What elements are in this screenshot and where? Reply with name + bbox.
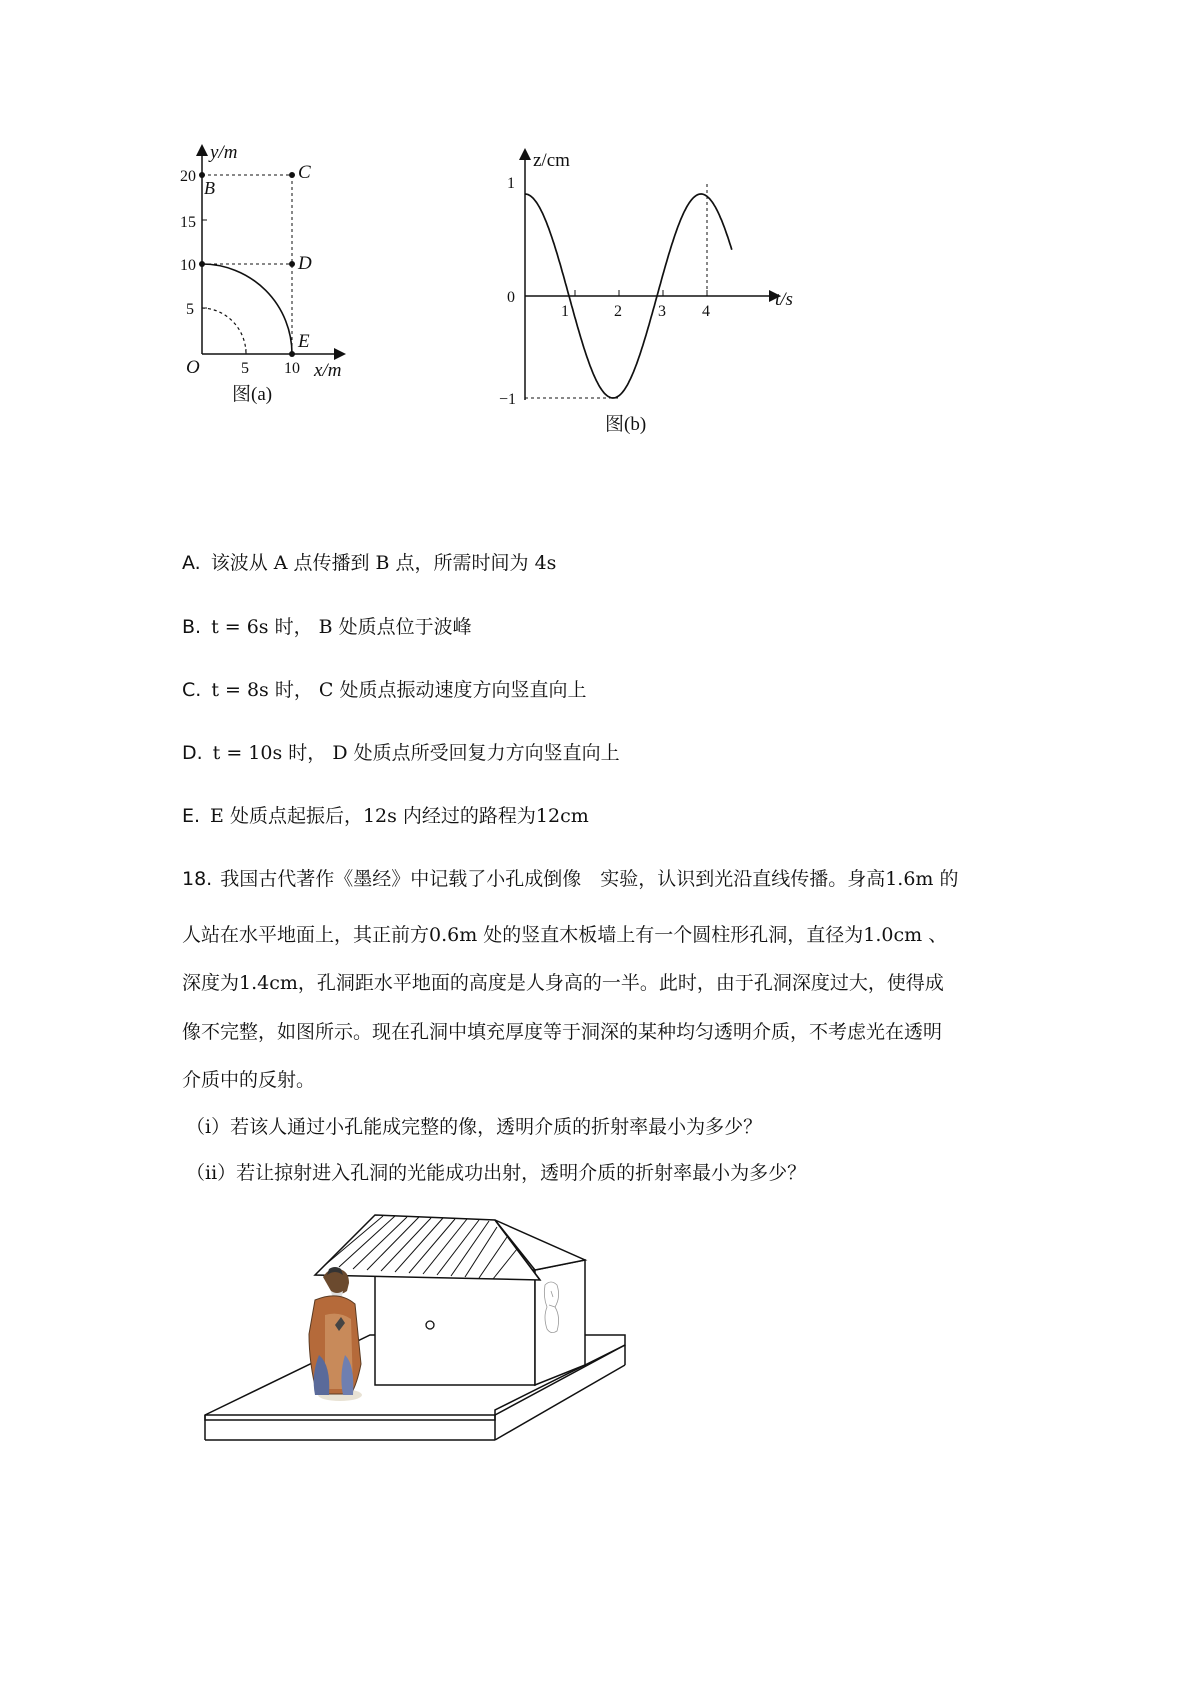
question-18-line-2 xyxy=(182,920,947,947)
sub-question-i xyxy=(186,1112,762,1139)
question-18-line-4 xyxy=(182,1017,942,1044)
figure-b xyxy=(455,140,805,440)
z-axis-label: z/cm xyxy=(533,150,570,171)
label-c: C xyxy=(298,162,311,183)
option-letter: B. xyxy=(182,616,202,638)
y-tick: 5 xyxy=(186,301,194,318)
option-text: 该波从 A 点传播到 B 点，所需时间为 4s xyxy=(210,552,557,574)
y-tick: 10 xyxy=(180,257,196,274)
pinhole-scene-illustration xyxy=(195,1205,635,1475)
option-letter: D. xyxy=(182,742,203,764)
question-18-line-5 xyxy=(182,1065,315,1092)
z-tick: 1 xyxy=(507,175,515,192)
option-letter: E. xyxy=(182,805,201,827)
option-e xyxy=(182,801,589,828)
z-tick: 0 xyxy=(507,289,515,306)
person-figure xyxy=(309,1267,362,1401)
question-text: 我国古代著作《墨经》中记载了小孔成倒像 实验，认识到光沿直线传播。身高1.6m 的 xyxy=(220,868,959,890)
figure-b-caption: 图(b) xyxy=(605,414,647,435)
y-tick: 20 xyxy=(180,168,196,185)
question-text: 人站在水平地面上，其正前方0.6m 处的竖直木板墙上有一个圆柱形孔洞，直径为1.0cm 、 xyxy=(182,924,948,946)
side-wall xyxy=(535,1260,585,1385)
origin-label: O xyxy=(186,357,200,378)
option-text: t = 10s 时， D 处质点所受回复力方向竖直向上 xyxy=(212,742,620,764)
t-tick: 4 xyxy=(702,303,710,320)
option-letter: C. xyxy=(182,679,202,701)
question-text: 介质中的反射。 xyxy=(182,1069,316,1091)
sub-question-text: （i）若该人通过小孔能成完整的像，透明介质的折射率最小为多少？ xyxy=(186,1116,763,1138)
sub-question-text: （ii）若让掠射进入孔洞的光能成功出射，透明介质的折射率最小为多少？ xyxy=(186,1162,807,1184)
option-text: t = 6s 时， B 处质点位于波峰 xyxy=(211,616,472,638)
t-tick: 2 xyxy=(614,303,622,320)
dashed-arc xyxy=(202,308,246,354)
question-text: 深度为1.4cm，孔洞距水平地面的高度是人身高的一半。此时，由于孔洞深度过大，使得成 xyxy=(182,972,944,994)
figure-a xyxy=(180,140,380,440)
point-c xyxy=(289,172,295,178)
label-b: B xyxy=(204,178,215,198)
figure-a-caption: 图(a) xyxy=(232,384,273,405)
x-tick: 5 xyxy=(241,360,249,377)
t-tick: 1 xyxy=(561,303,569,320)
question-18-line-1 xyxy=(182,864,959,891)
t-tick: 3 xyxy=(658,303,666,320)
label-d: D xyxy=(298,253,312,274)
option-d xyxy=(182,738,620,765)
x-tick: 10 xyxy=(284,360,300,377)
question-18-line-3 xyxy=(182,968,944,995)
option-text: E 处质点起振后，12s 内经过的路程为12cm xyxy=(210,805,589,827)
t-axis-label: t/s xyxy=(775,289,793,310)
front-wall xyxy=(375,1270,535,1385)
option-letter: A. xyxy=(182,552,201,574)
option-c xyxy=(182,675,586,702)
y-tick: 15 xyxy=(180,214,196,231)
y-axis-label: y/m xyxy=(210,142,238,163)
point-d xyxy=(289,261,295,267)
option-text: t = 8s 时， C 处质点振动速度方向竖直向上 xyxy=(211,679,587,701)
label-e: E xyxy=(298,331,310,352)
question-text: 像不完整，如图所示。现在孔洞中填充厚度等于洞深的某种均匀透明介质，不考虑光在透明 xyxy=(182,1021,943,1043)
x-axis-label: x/m xyxy=(314,360,342,381)
wavefront-arc xyxy=(202,264,292,354)
point-e xyxy=(289,351,295,357)
z-tick: −1 xyxy=(499,391,517,408)
sub-question-ii xyxy=(186,1158,806,1185)
option-b xyxy=(182,612,472,639)
question-number: 18. xyxy=(182,868,213,890)
point-10 xyxy=(199,261,205,267)
pinhole xyxy=(426,1321,434,1329)
option-a xyxy=(182,548,556,575)
